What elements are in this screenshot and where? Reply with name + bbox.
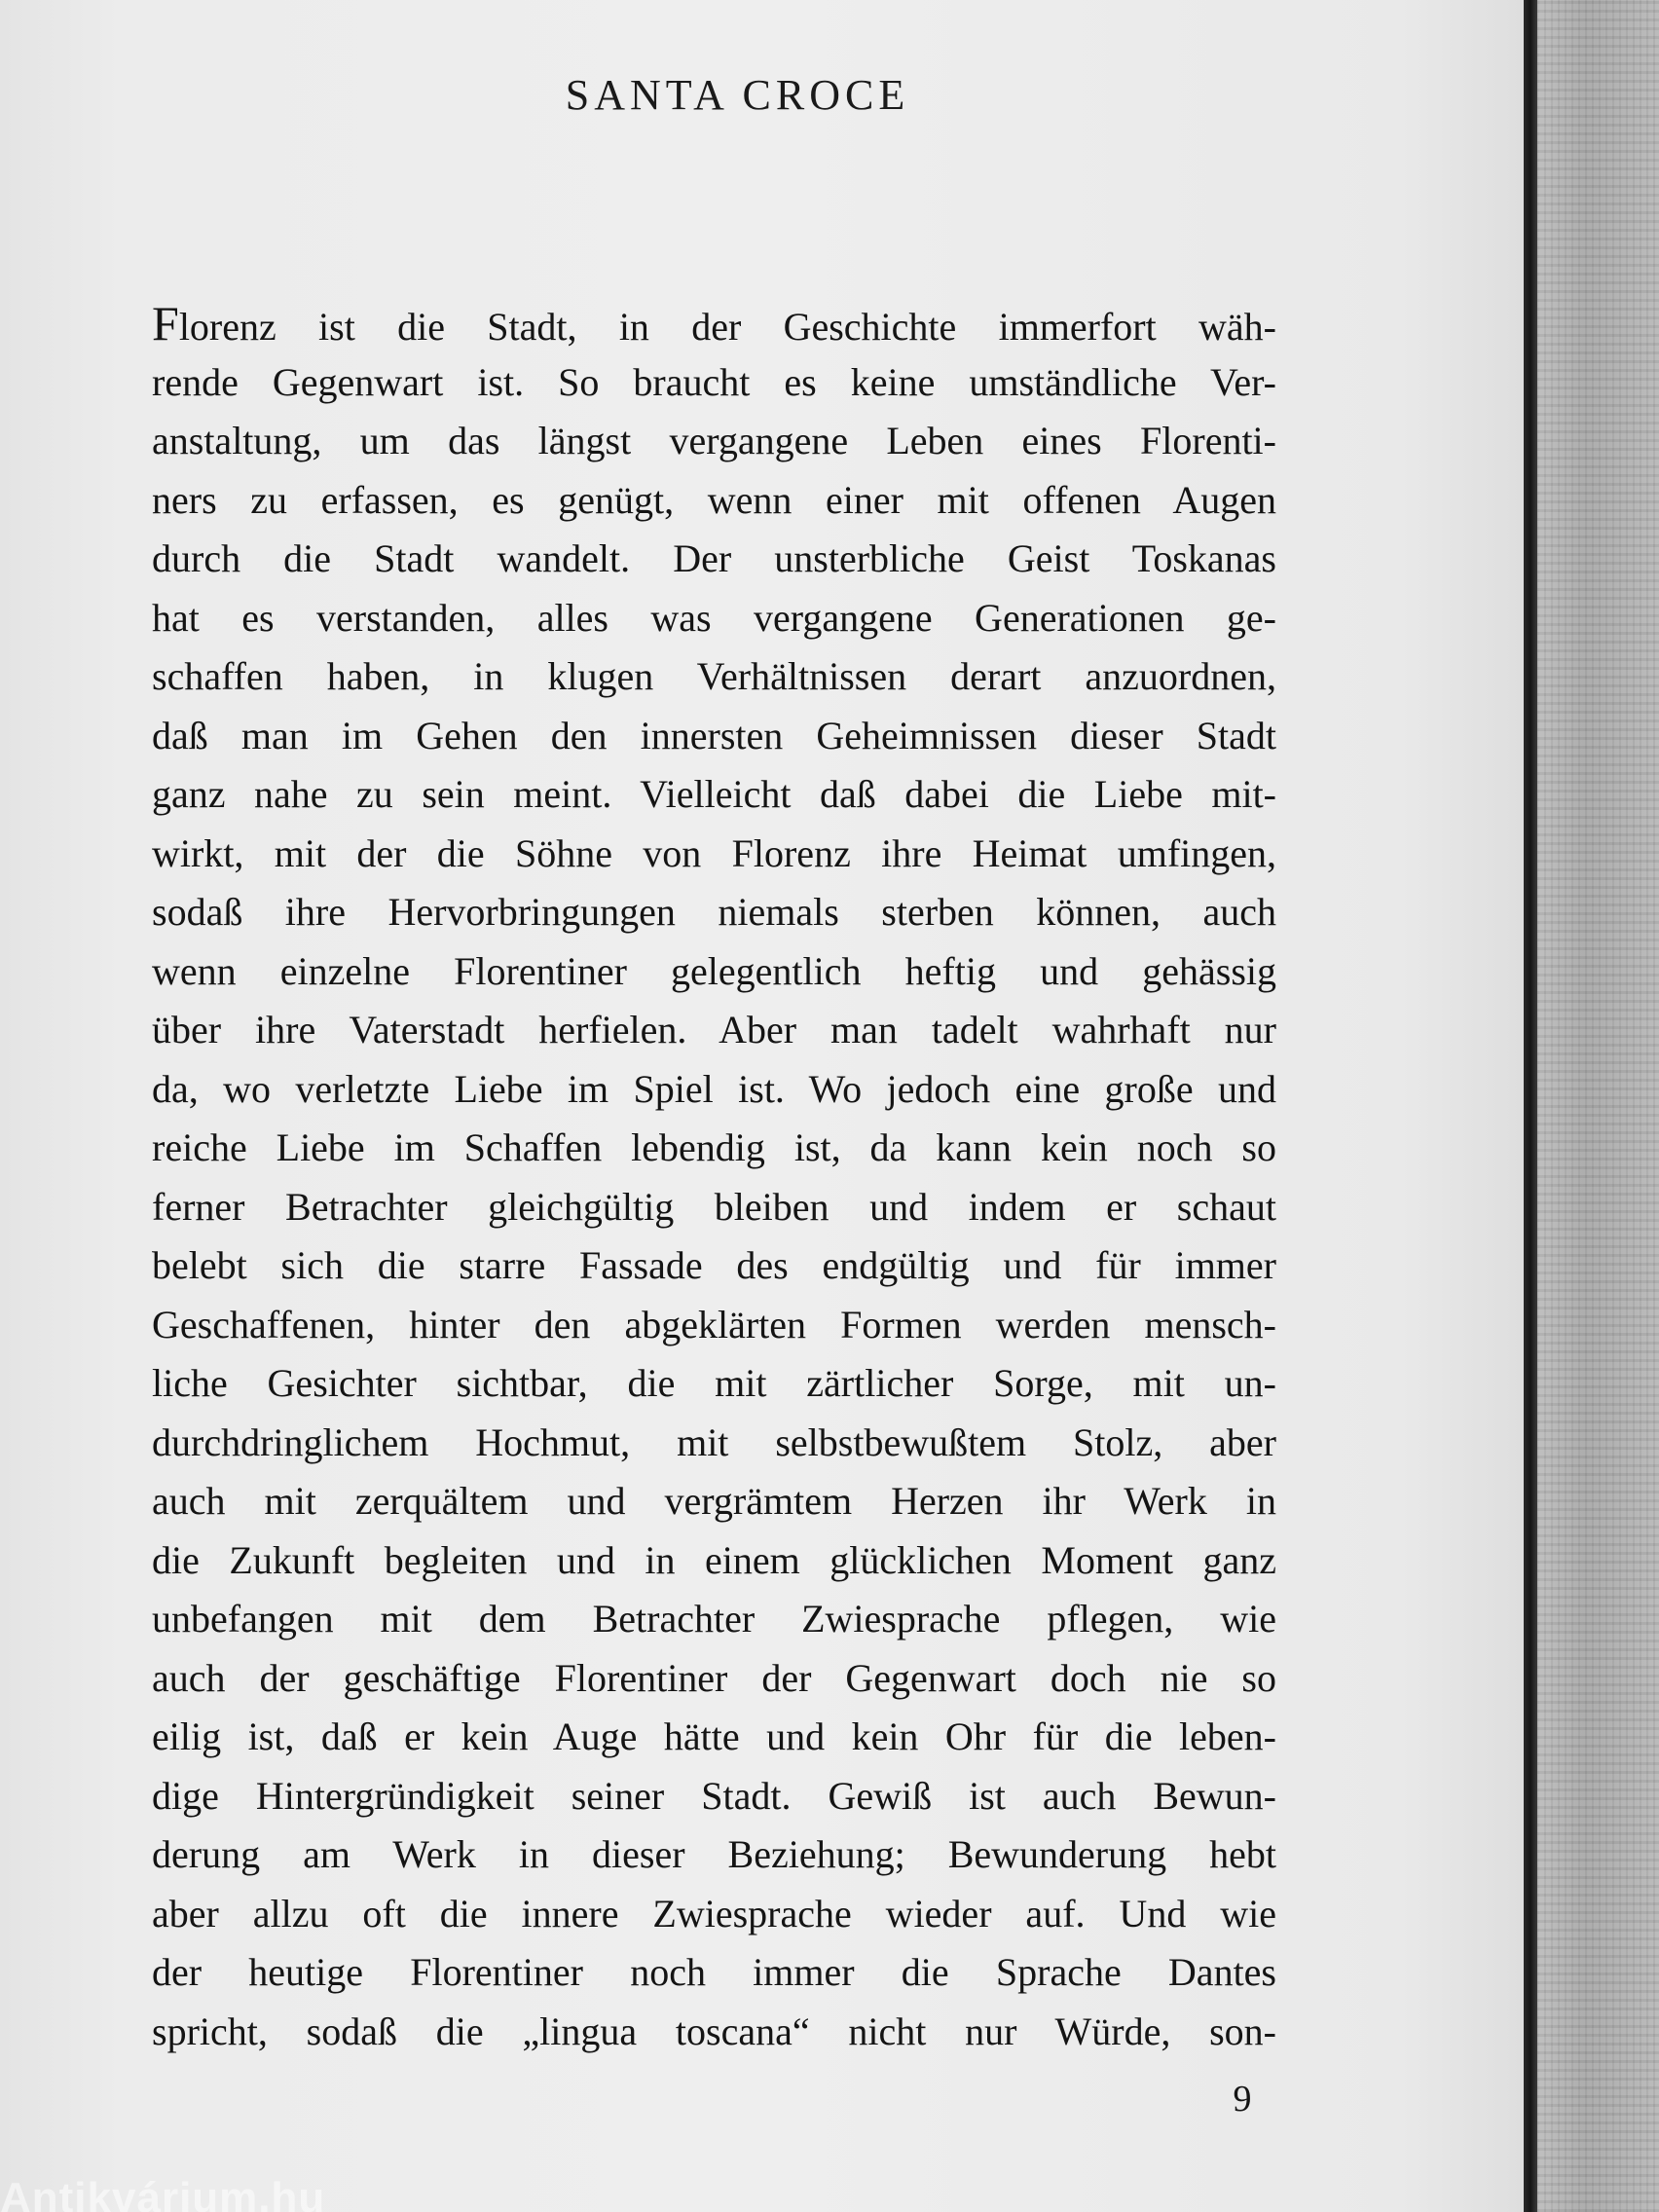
- text-line: belebt sich die starre Fassade des endgültig und für immer: [152, 1243, 1276, 1287]
- text-line: aber allzu oft die innere Zwiesprache wieder auf. Und wie: [152, 1891, 1276, 1936]
- text-line: schaffen haben, in klugen Verhältnissen derart anzuordnen,: [152, 654, 1276, 698]
- book-cover-strip: [1537, 0, 1659, 2212]
- text-line: durchdringlichem Hochmut, mit selbstbewußtem Stolz, aber: [152, 1419, 1276, 1464]
- text-line: ners zu erfassen, es genügt, wenn einer mit offenen Augen: [152, 477, 1276, 522]
- text-line: sodaß ihre Hervorbringungen niemals sterben können, auch: [152, 890, 1276, 934]
- text-line: wirkt, mit der die Söhne von Florenz ihre Heimat umfingen,: [152, 830, 1276, 875]
- text-line: liche Gesichter sichtbar, die mit zärtlicher Sorge, mit un-: [152, 1361, 1276, 1405]
- text-line: da, wo verletzte Liebe im Spiel ist. Wo jedoch eine große und: [152, 1066, 1276, 1111]
- text-line: der heutige Florentiner noch immer die Sprache Dantes: [152, 1950, 1276, 1994]
- text-line: eilig ist, daß er kein Auge hätte und kein Ohr für die leben-: [152, 1714, 1276, 1758]
- text-line: ferner Betrachter gleichgültig bleiben und indem er schaut: [152, 1184, 1276, 1229]
- text-line: rende Gegenwart ist. So braucht es keine umständliche Ver-: [152, 359, 1276, 404]
- text-line: reiche Liebe im Schaffen lebendig ist, da kann kein noch so: [152, 1125, 1276, 1169]
- text-line: auch der geschäftige Florentiner der Gegenwart doch nie so: [152, 1655, 1276, 1700]
- page-number: 9: [1233, 2079, 1252, 2120]
- text-line: spricht, sodaß die „lingua toscana“ nicht nur Würde, son-: [152, 2009, 1276, 2053]
- running-head: SANTA CROCE: [565, 71, 910, 119]
- text-line: die Zukunft begleiten und in einem glücklichen Moment ganz: [152, 1537, 1276, 1582]
- text-line: durch die Stadt wandelt. Der unsterbliche Geist Toskanas: [152, 536, 1276, 580]
- body-text: [152, 294, 1276, 2061]
- text-line: hat es verstanden, alles was vergangene Generationen ge-: [152, 595, 1276, 640]
- text-line: derung am Werk in dieser Beziehung; Bewunderung hebt: [152, 1832, 1276, 1876]
- text-line: daß man im Gehen den innersten Geheimnissen dieser Stadt: [152, 713, 1276, 757]
- text-line: Florenz ist die Stadt, in der Geschichte immerfort wäh-: [152, 296, 1276, 350]
- text-line: auch mit zerquältem und vergrämtem Herzen ihr Werk in: [152, 1479, 1276, 1523]
- text-line: anstaltung, um das längst vergangene Leben eines Florenti-: [152, 419, 1276, 462]
- text-line: über ihre Vaterstadt herfielen. Aber man tadelt wahrhaft nur: [152, 1008, 1276, 1051]
- text-line: ganz nahe zu sein meint. Vielleicht daß dabei die Liebe mit-: [152, 772, 1276, 816]
- text-line: wenn einzelne Florentiner gelegentlich heftig und gehässig: [152, 948, 1276, 993]
- binding-edge: [1524, 0, 1537, 2212]
- text-line: unbefangen mit dem Betrachter Zwiesprache pflegen, wie: [152, 1597, 1276, 1641]
- watermark: Antikvárium.hu: [0, 2174, 326, 2212]
- text-line: Geschaffenen, hinter den abgeklärten Formen werden mensch-: [152, 1302, 1276, 1346]
- text-line: dige Hintergründigkeit seiner Stadt. Gewiß ist auch Bewun-: [152, 1773, 1276, 1818]
